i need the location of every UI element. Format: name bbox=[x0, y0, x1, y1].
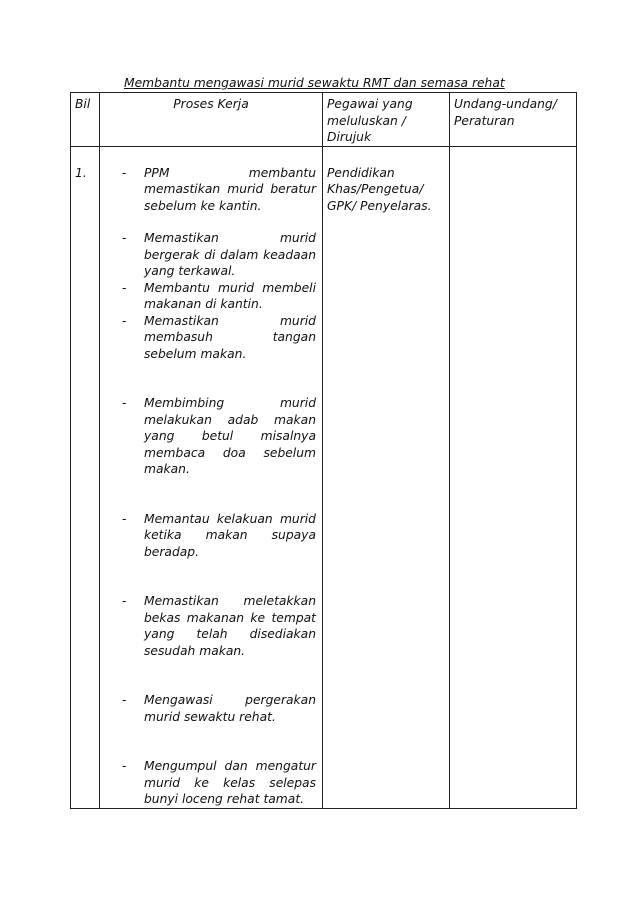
step-text: Membantu murid membeli makanan di kantin. bbox=[144, 280, 316, 311]
step-text: Mengumpul dan mengatur murid ke kelas selepas bunyi loceng rehat tamat. bbox=[144, 759, 316, 806]
dash-marker: - bbox=[122, 511, 127, 526]
process-steps-list bbox=[100, 165, 316, 808]
step-text: PPM membantu memastikan murid beratur sebelum ke kantin. bbox=[144, 165, 316, 213]
dash-marker: - bbox=[122, 280, 127, 295]
list-item bbox=[100, 313, 316, 363]
pegawai-cell: Pendidikan Khas/Pengetua/ GPK/ Penyelaras. bbox=[323, 146, 450, 808]
dash-marker: - bbox=[122, 759, 127, 773]
list-item bbox=[100, 511, 316, 561]
dash-marker: - bbox=[122, 231, 127, 245]
dash-marker: - bbox=[122, 313, 127, 328]
step-text: Memastikan meletakkan bekas makanan ke tempat yang telah disediakan sesudah makan. bbox=[144, 594, 316, 658]
list-item bbox=[100, 230, 316, 280]
list-item bbox=[100, 593, 316, 659]
list-item bbox=[100, 280, 316, 313]
dash-marker: - bbox=[122, 693, 127, 707]
procedure-table bbox=[70, 92, 577, 809]
dash-marker: - bbox=[122, 594, 127, 608]
undang-undang-cell bbox=[450, 146, 577, 808]
list-item bbox=[100, 692, 316, 725]
dash-marker: - bbox=[122, 165, 127, 180]
list-item bbox=[100, 165, 316, 215]
header-proses-kerja: Proses Kerja bbox=[100, 93, 323, 147]
step-text: Memastikan murid membasuh tangan sebelum makan. bbox=[144, 313, 316, 361]
document-title: Membantu mengawasi murid sewaktu RMT dan semasa rehat bbox=[124, 76, 505, 90]
header-bil: Bil bbox=[71, 93, 100, 147]
header-pegawai: Pegawai yang meluluskan / Dirujuk bbox=[323, 93, 450, 147]
dash-marker: - bbox=[122, 396, 127, 410]
table-row bbox=[71, 146, 577, 808]
process-steps-cell bbox=[100, 146, 323, 808]
step-text: Membimbing murid melakukan adab makan yang betul misalnya membaca doa sebelum makan. bbox=[144, 396, 316, 476]
list-item bbox=[100, 395, 316, 478]
header-row bbox=[71, 93, 577, 147]
step-text: Memastikan murid bergerak di dalam keadaan yang terkawal. bbox=[144, 231, 316, 278]
step-text: Memantau kelakuan murid ketika makan supaya beradap. bbox=[144, 511, 316, 559]
step-text: Mengawasi pergerakan murid sewaktu rehat. bbox=[144, 693, 316, 724]
list-item bbox=[100, 758, 316, 808]
header-undang-undang: Undang-undang/ Peraturan bbox=[450, 93, 577, 147]
row-number: 1. bbox=[71, 146, 100, 808]
